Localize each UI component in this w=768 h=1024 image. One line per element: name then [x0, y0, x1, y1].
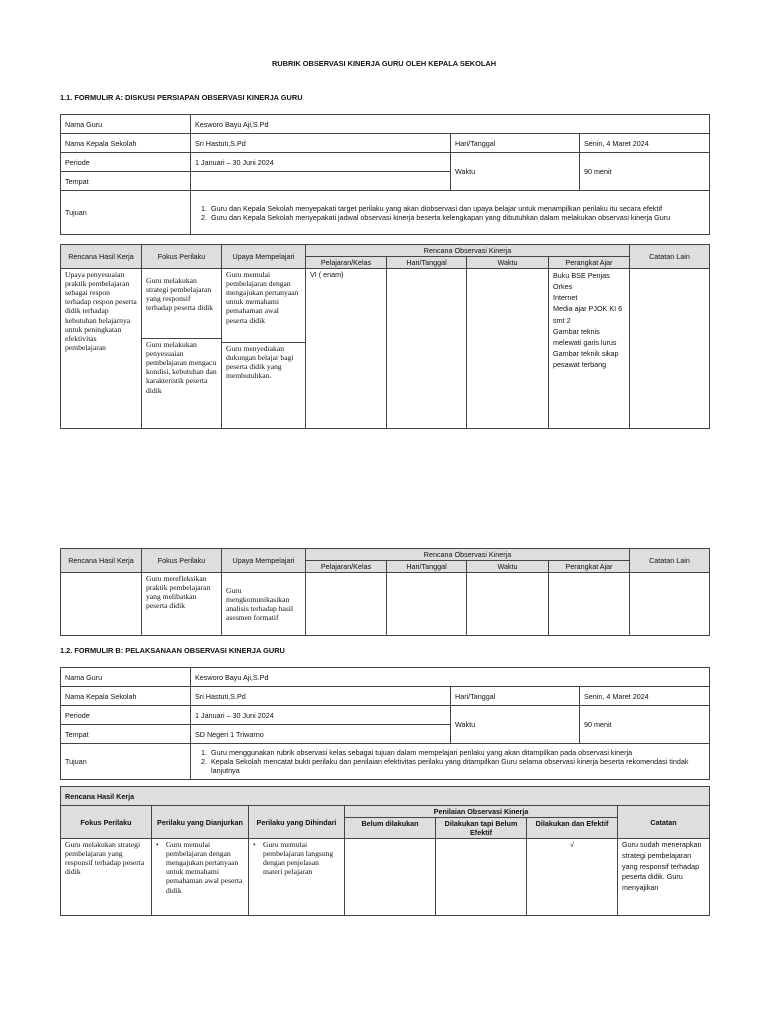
header-dianjurkan: Perilaku yang Dianjurkan [152, 806, 249, 839]
waktu-label: Waktu [451, 153, 580, 191]
periode-label: Periode [61, 706, 191, 725]
header-hari: Hari/Tanggal [387, 561, 467, 573]
form-a-plan-table-2 [60, 548, 710, 636]
perangkat-item: Gambar teknik sikap pesawat terbang [553, 349, 619, 370]
header-catatan: Catatan Lain [630, 245, 710, 269]
form-a-heading: 1.1. FORMULIR A: DISKUSI PERSIAPAN OBSERVASI KINERJA GURU [60, 93, 303, 102]
perangkat-item: Buku BSE Penjas Orkes [553, 271, 610, 292]
hari-label: Hari/Tanggal [451, 687, 580, 706]
header-pelajaran: Pelajaran/Kelas [306, 561, 387, 573]
hari-label: Hari/Tanggal [451, 134, 580, 153]
waktu-value: 90 menit [580, 706, 710, 744]
tujuan-item: 1. Guru menggunakan rubrik observasi kelas sebagai tujuan dalam mempelajari perilaku yang akan ditampilkan pada observasi kinerja [209, 748, 705, 757]
fokus-item-1: Guru melakukan strategi pembelajaran yang responsif terhadap peserta didik [146, 276, 214, 313]
header-catatan: Catatan [618, 806, 710, 839]
fokus-cell: Guru melakukan strategi pembelajaran yang responsif terhadap peserta didik [61, 839, 152, 916]
tujuan-list-cell [191, 191, 710, 235]
tujuan-label: Tujuan [61, 191, 191, 235]
tujuan-item: 1. Guru dan Kepala Sekolah menyepakati target perilaku yang akan diobservasi dan upaya belajar untuk menampilkan perilaku itu secara efektif [209, 204, 705, 213]
periode-label: Periode [61, 153, 191, 172]
kepala-label: Nama Kepala Sekolah [61, 134, 191, 153]
rencana-hasil-cell [61, 573, 142, 636]
tujuan-label: Tujuan [61, 744, 191, 780]
nama-guru-value: Kesworo Bayu Aji,S.Pd [191, 668, 710, 687]
header-penilaian: Penilaian Observasi Kinerja [345, 806, 618, 818]
nama-guru-label: Nama Guru [61, 668, 191, 687]
catatan-cell: Guru sudah menerapkan strategi pembelajaran yang responsif terhadap peserta didik. Guru menyajikan [618, 839, 710, 916]
pelajaran-cell: VI ( enam) [306, 269, 387, 429]
perangkat-cell [549, 269, 630, 429]
upaya-item-2: Guru menyediakan dukungan belajar bagi peserta didik yang membutuhkan. [222, 342, 305, 381]
belum-efektif-cell [436, 839, 527, 916]
fokus-item-2: Guru melakukan penyesuaian pembelajaran mengacu kondisi, kebutuhan dan karakteristik peserta didik [142, 338, 221, 396]
header-fokus: Fokus Perilaku [142, 549, 222, 573]
header-dihindari: Perilaku yang Dihindari [249, 806, 345, 839]
upaya-cell: Guru mengkomunikasikan analisis terhadap hasil asesmen formatif [222, 573, 306, 636]
header-perangkat: Perangkat Ajar [549, 561, 630, 573]
waktu-cell [467, 573, 549, 636]
header-rencana-obs: Rencana Observasi Kinerja [306, 549, 630, 561]
header-rencana-obs: Rencana Observasi Kinerja [306, 245, 630, 257]
perangkat-cell [549, 573, 630, 636]
perangkat-item: Internet [553, 293, 578, 303]
page-title: RUBRIK OBSERVASI KINERJA GURU OLEH KEPALA SEKOLAH [271, 59, 497, 68]
header-belum: Belum dilakukan [345, 818, 436, 839]
header-efektif: Dilakukan dan Efektif [527, 818, 618, 839]
dihindari-text: Guru memulai pembelajaran langsung dengan penjelasan materi pelajaran [263, 840, 334, 877]
efektif-check-cell: √ [527, 839, 618, 916]
periode-value: 1 Januari – 30 Juni 2024 [191, 706, 451, 725]
dianjurkan-cell [152, 839, 249, 916]
fokus-cell: Guru merefleksikan praktik pembelajaran yang melibatkan peserta didik [142, 573, 222, 636]
kepala-value: Sri Hastuti,S.Pd [191, 687, 451, 706]
header-perangkat: Perangkat Ajar [549, 257, 630, 269]
form-b-heading: 1.2. FORMULIR B: PELAKSANAAN OBSERVASI KINERJA GURU [60, 646, 285, 655]
fokus-cell [142, 269, 222, 429]
tujuan-list [195, 204, 705, 222]
hari-cell [387, 269, 467, 429]
rencana-hasil-cell: Upaya penyesuaian praktik pembelajaran sebagai respon terhadap respon peserta didik terhadap kebutuhan belajarnya untuk peningkatan efektivitas pembelajaran [61, 269, 142, 429]
hari-value: Senin, 4 Maret 2024 [580, 687, 710, 706]
dianjurkan-text: Guru memulai pembelajaran dengan mengajukan pertanyaan untuk memahami pemahaman awal peserta didik [166, 840, 243, 895]
bullet-icon: • [253, 840, 256, 849]
header-waktu: Waktu [467, 561, 549, 573]
tempat-value: SD Negeri 1 Triwarno [191, 725, 451, 744]
waktu-label: Waktu [451, 706, 580, 744]
hari-cell [387, 573, 467, 636]
header-upaya: Upaya Mempelajari [222, 245, 306, 269]
header-catatan: Catatan Lain [630, 549, 710, 573]
header-upaya: Upaya Mempelajari [222, 549, 306, 573]
nama-guru-label: Nama Guru [61, 115, 191, 134]
header-rencana-hasil: Rencana Hasil Kerja [61, 245, 142, 269]
header-rencana-hasil: Rencana Hasil Kerja [61, 549, 142, 573]
rencana-hasil-header: Rencana Hasil Kerja [61, 787, 710, 806]
waktu-cell [467, 269, 549, 429]
kepala-label: Nama Kepala Sekolah [61, 687, 191, 706]
waktu-value: 90 menit [580, 153, 710, 191]
hari-value: Senin, 4 Maret 2024 [580, 134, 710, 153]
kepala-value: Sri Hastuti,S.Pd [191, 134, 451, 153]
upaya-cell [222, 269, 306, 429]
perangkat-item: Gambar teknis melewati garis lurus [553, 326, 617, 347]
periode-value: 1 Januari – 30 Juni 2024 [191, 153, 451, 172]
header-pelajaran: Pelajaran/Kelas [306, 257, 387, 269]
catatan-cell [630, 573, 710, 636]
pelajaran-cell [306, 573, 387, 636]
upaya-item-1: Guru memulai pembelajaran dengan mengajukan pertanyaan untuk memahami pemahaman awal peserta didik [226, 270, 299, 325]
tempat-label: Tempat [61, 172, 191, 191]
tempat-label: Tempat [61, 725, 191, 744]
form-b-info-table [60, 667, 710, 780]
bullet-icon: • [156, 840, 159, 849]
form-a-info-table [60, 114, 710, 235]
header-hari: Hari/Tanggal [387, 257, 467, 269]
perangkat-item: Media ajar PJOK KI 6 smt 2 [553, 304, 623, 325]
belum-cell [345, 839, 436, 916]
tempat-value [191, 172, 451, 191]
header-fokus: Fokus Perilaku [142, 245, 222, 269]
tujuan-list [195, 748, 705, 775]
header-waktu: Waktu [467, 257, 549, 269]
tujuan-item: 2. Guru dan Kepala Sekolah menyepakati jadwal observasi kinerja beserta kelengkapan yang dibutuhkan dalam melakukan observasi kinerja Guru [209, 213, 705, 222]
catatan-cell [630, 269, 710, 429]
tujuan-item: 2. Kepala Sekolah mencatat bukti perilaku dan penilaian efektivitas perilaku yang ditampilkan Guru selama observasi kinerja beserta rekomendasi tindak lanjutnya [209, 757, 705, 775]
header-fokus: Fokus Perilaku [61, 806, 152, 839]
form-b-assessment-table [60, 786, 710, 916]
nama-guru-value: Kesworo Bayu Aji,S.Pd [191, 115, 710, 134]
dihindari-cell [249, 839, 345, 916]
form-a-plan-table-1 [60, 244, 710, 429]
header-belum-efektif: Dilakukan tapi Belum Efektif [436, 818, 527, 839]
tujuan-list-cell [191, 744, 710, 780]
